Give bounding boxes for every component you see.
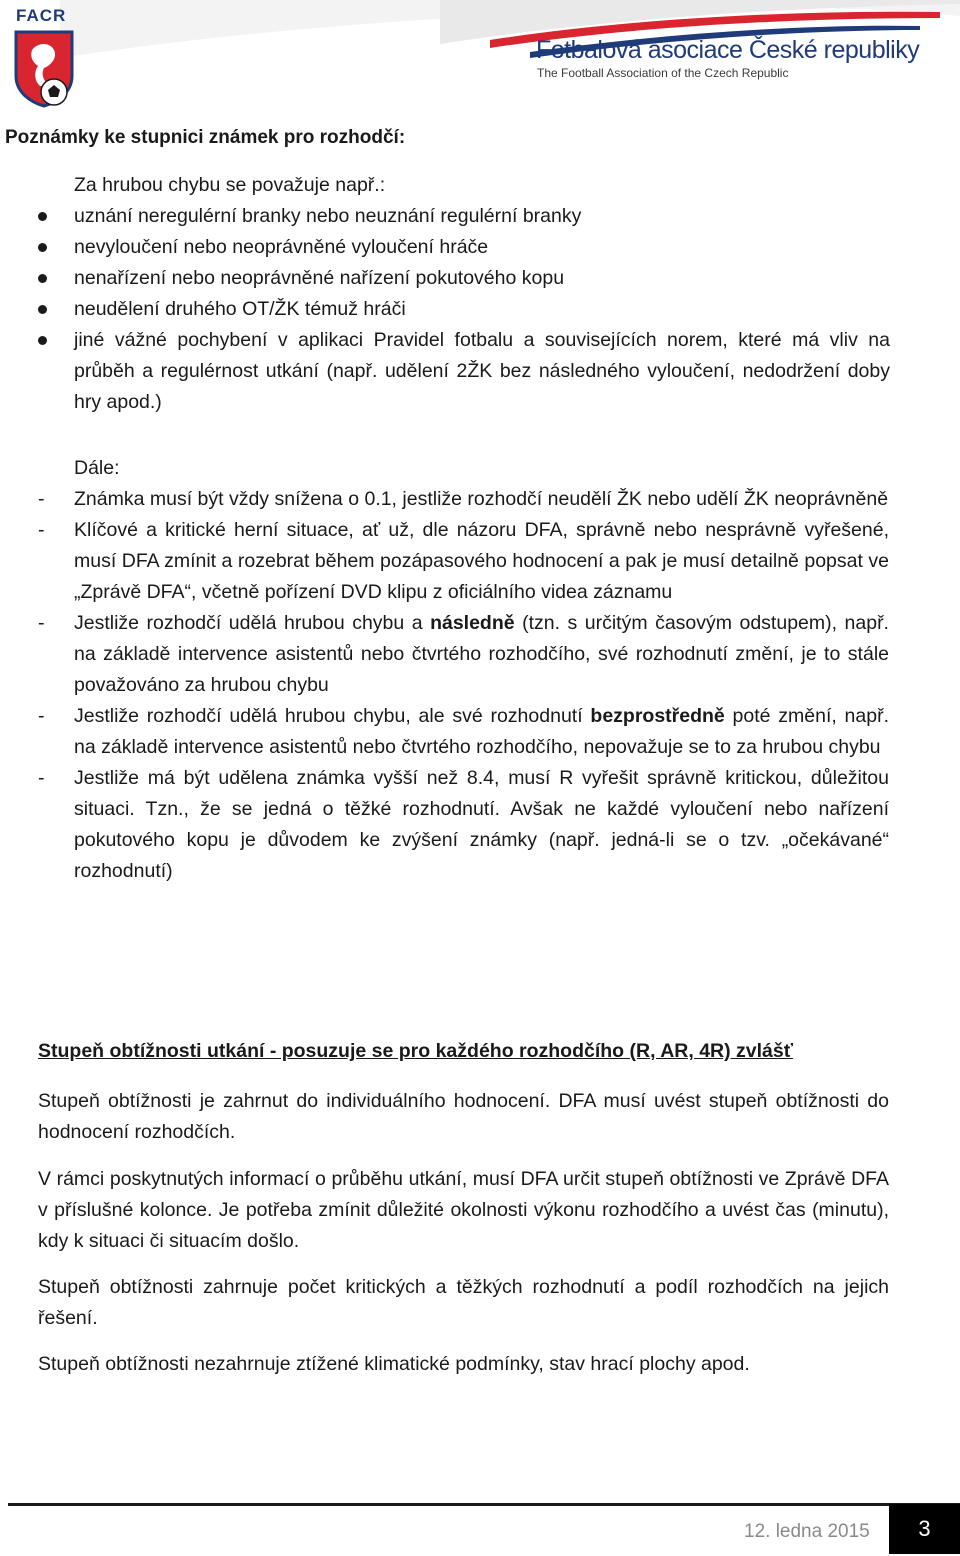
list-item: - Klíčové a kritické herní situace, ať už, dle názoru DFA, správně nebo nesprávně vyřešené, musí DFA zmínit a rozebrat během pozápasového hodnocení a pak je musí detailně popsat ve „Zprávě DFA“, včetně pořízení DVD klipu z oficiálního videa záznamu — [0, 515, 889, 608]
list-item: - Známka musí být vždy snížena o 0.1, jestliže rozhodčí neudělí ŽK nebo udělí ŽK neoprávněně — [0, 484, 889, 515]
page-header — [0, 0, 960, 118]
list-item: nenařízení nebo neoprávněné nařízení pokutového kopu — [0, 263, 890, 294]
organization-name: Fotbalová asociace České republiky — [536, 36, 920, 64]
paragraph: Stupeň obtížnosti je zahrnut do individuálního hodnocení. DFA musí uvést stupeň obtížnosti do hodnocení rozhodčích. — [38, 1090, 889, 1143]
bullet-list — [0, 201, 890, 418]
bullet-icon — [38, 305, 47, 314]
organization-subtitle: The Football Association of the Czech Republic — [537, 66, 789, 80]
bullet-icon — [38, 243, 47, 252]
footer-date: 12. ledna 2015 — [744, 1521, 870, 1542]
page-number: 3 — [889, 1504, 960, 1554]
list-item: jiné vážné pochybení v aplikaci Pravidel fotbalu a souvisejících norem, které má vliv na průběh a regulérnost utkání (např. udělení 2ŽK bez následného vyloučení, nedodržení doby hry apod.) — [0, 325, 890, 418]
dash-marker: - — [38, 488, 45, 510]
list-item: nevyloučení nebo neoprávněné vyloučení hráče — [0, 232, 890, 263]
section-title: Stupeň obtížnosti utkání - posuzuje se pro každého rozhodčího (R, AR, 4R) zvlášť — [38, 1040, 794, 1062]
paragraph: Stupeň obtížnosti zahrnuje počet kritických a těžkých rozhodnutí a podíl rozhodčích na jejich řešení. — [38, 1276, 889, 1329]
dash-marker: - — [38, 767, 45, 789]
list-item: neudělení druhého OT/ŽK témuž hráči — [0, 294, 890, 325]
list-item: - Jestliže rozhodčí udělá hrubou chybu a následně (tzn. s určitým časovým odstupem), např. na základě intervence asistentů nebo čtvrtého rozhodčího, své rozhodnutí změní, je to stále považováno za hrubou chybu — [0, 608, 889, 701]
logo-abbreviation: FACR — [16, 6, 67, 25]
list-item: - Jestliže rozhodčí udělá hrubou chybu, ale své rozhodnutí bezprostředně poté změní, např. na základě intervence asistentů nebo čtvrtého rozhodčího, nepovažuje se to za hrubou chybu — [0, 701, 889, 763]
dash-list — [0, 484, 889, 887]
list-item: uznání neregulérní branky nebo neuznání regulérní branky — [0, 201, 890, 232]
dale-label: Dále: — [74, 457, 120, 479]
list-item: - Jestliže má být udělena známka vyšší než 8.4, musí R vyřešit správně kritickou, důležitou situaci. Tzn., že se jedná o těžké rozhodnutí. Avšak ne každé vyloučení nebo nařízení pokutového kopu je důvodem ke zvýšení známky (např. jedná-li se o tzv. „očekávané“ rozhodnutí) — [0, 763, 889, 887]
dash-marker: - — [38, 612, 45, 634]
paragraph: Stupeň obtížnosti nezahrnuje ztížené klimatické podmínky, stav hrací plochy apod. — [38, 1353, 750, 1375]
page-title: Poznámky ke stupnici známek pro rozhodčí: — [5, 127, 406, 148]
dash-marker: - — [38, 705, 45, 727]
paragraph: V rámci poskytnutých informací o průběhu utkání, musí DFA určit stupeň obtížnosti ve Zprávě DFA v příslušné kolonce. Je potřeba zmínit důležité okolnosti výkonu rozhodčího a uvést čas (minutu), kdy k situaci či situacím došlo. — [38, 1168, 889, 1252]
bullet-icon — [38, 274, 47, 283]
dash-marker: - — [38, 519, 45, 541]
footer-divider — [8, 1503, 960, 1506]
bullet-icon — [38, 336, 47, 345]
intro-text: Za hrubou chybu se považuje např.: — [74, 174, 386, 196]
bullet-icon — [38, 212, 47, 221]
